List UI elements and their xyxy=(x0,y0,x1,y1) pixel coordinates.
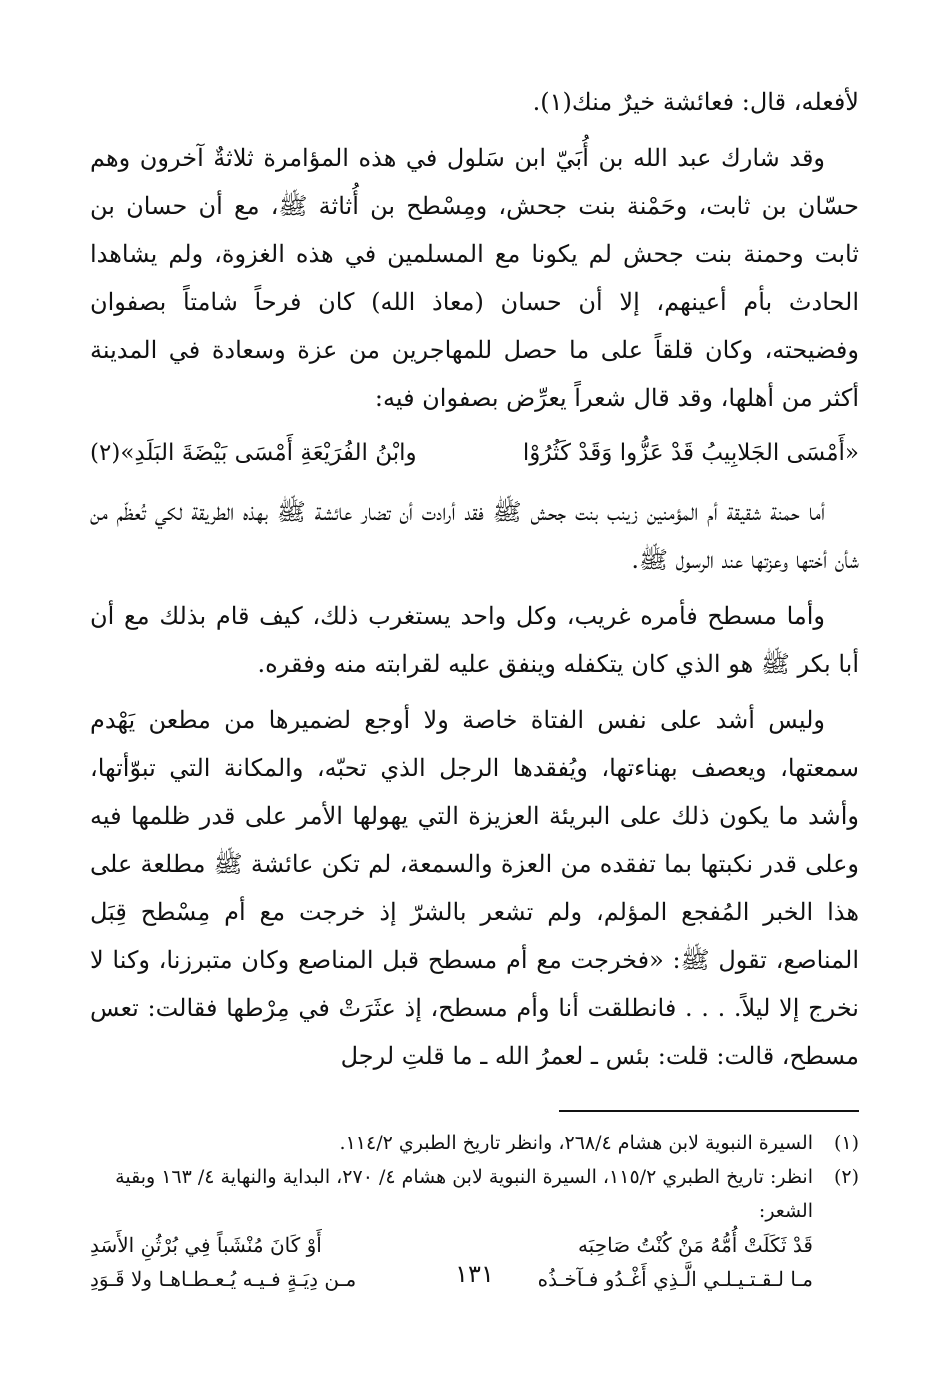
footnote-verse-line xyxy=(90,1228,859,1262)
paragraph-aisha: وليس أشد على نفس الفتاة خاصة ولا أوجع لضميرها من مطعن يَهْدم سمعتها، ويعصف بهناءتها، ويُفقدها الرجل الذي تحبّه، والمكانة التي تبوّأتها، وأشد ما يكون ذلك على البريئة العزيزة التي يهولها الأمر على قدر ظلمها فيه وعلى قدر نكبتها بما تفقده من العزة والسمعة، لم تكن عائشة ﷺ مطلعة على هذا الخبر المُفجع المؤلم، ولم تشعر بالشرّ إذ خرجت مع أم مِسْطح قِبَل المناصع، تقول ﷺ: «فخرجت مع أم مسطح قبل المناصع وكان متبرزنا، وكنا لا نخرج إلا ليلاً. . . . فانطلقت أنا وأم مسطح، إذ عثَرَتْ في مِرْطها فقالت: تعس مسطح، قالت: قلت: بئس ـ لعمرُ الله ـ ما قلتِ لرجل xyxy=(90,706,859,1070)
paragraph-conspirators: وقد شارك عبد الله بن أُبَيّ ابن سَلول في هذه المؤامرة ثلاثةٌ آخرون وهم حسّان بن ثابت، وحَمْنة بنت جحش، ومِسْطح بن أُثاثة ﷺ، مع أن حسان بن ثابت وحمنة بنت جحش لم يكونا مع المسلمين في هذه الغزوة، ولم يشاهدا الحادث بأم أعينهم، إلا أن حسان (معاذ الله) كان فرحاً شامتاً بصفوان وفضيحته، وكان قلقاً على ما حصل للمهاجرين من عزة وسعادة في المدينة أكثر من أهلها، وقد قال شعراً يعرِّض بصفوان فيه: xyxy=(90,144,859,412)
footnote-number: (٢) xyxy=(833,1166,859,1188)
main-text xyxy=(90,78,859,1080)
footnote-verse-first: مـا لـقـتـيـلـي الَّـذِي أَغْـدُو فـآخـذُه xyxy=(537,1267,813,1291)
footnote-1 xyxy=(90,1126,859,1160)
poem-verse xyxy=(90,430,859,476)
paragraph-continuation: لأفعله، قال: فعائشة خيرٌ منك(١). xyxy=(532,88,859,116)
footnote-verse-second: أَوْ كَانَ مُنْشَباً فِي بُرْثُنِ الأَسَدِ xyxy=(90,1233,322,1257)
paragraph-hamna: أما حمنة شقيقة أم المؤمنين زينب بنت جحش ﷺ فقد أرادت أن تضار عائشة ﷺ بهذه الطريقة لكي تُعظّم من شأن أختها وعزتها عند الرسول ﷺ. xyxy=(90,498,859,574)
footnote-number: (١) xyxy=(833,1132,859,1154)
verse-second-hemistich: وابْنُ الفُرَيْعَةِ أَمْسَى بَيْضَةَ البَلَدِ»(٢) xyxy=(90,440,417,466)
book-page xyxy=(90,78,859,1375)
footnote-text: السيرة النبوية لابن هشام ٢٦٨/٤، وانظر تاريخ الطبري ١١٤/٢. xyxy=(339,1132,813,1154)
paragraph-mistah: وأما مسطح فأمره غريب، وكل واحد يستغرب ذلك، كيف قام بذلك مع أن أبا بكر ﷺ هو الذي كان يتكفله وينفق عليه لقرابته منه وفقره. xyxy=(90,602,859,678)
footnote-verse-second: مـن دِيَـةٍ فـيـه يُـعـطـاهـا ولا قَـوَدِ xyxy=(90,1267,357,1291)
verse-first-hemistich: «أَمْسَى الجَلابِيبُ قَدْ عَزُّوا وَقَدْ كَثُرُوْا xyxy=(522,440,859,466)
footnote-separator xyxy=(559,1110,859,1112)
page-number: ١٣١ xyxy=(455,1260,494,1288)
footnote-text: انظر: تاريخ الطبري ١١٥/٢، السيرة النبوية لابن هشام ٤/ ٢٧٠، البداية والنهاية ٤/ ١٦٣ وبقية الشعر: xyxy=(115,1166,813,1222)
footnote-verse-first: قَدْ ثَكَلَتْ أُمُّهُ مَنْ كُنْتُ صَاحِبَه xyxy=(577,1233,813,1257)
footnote-2 xyxy=(90,1160,859,1228)
